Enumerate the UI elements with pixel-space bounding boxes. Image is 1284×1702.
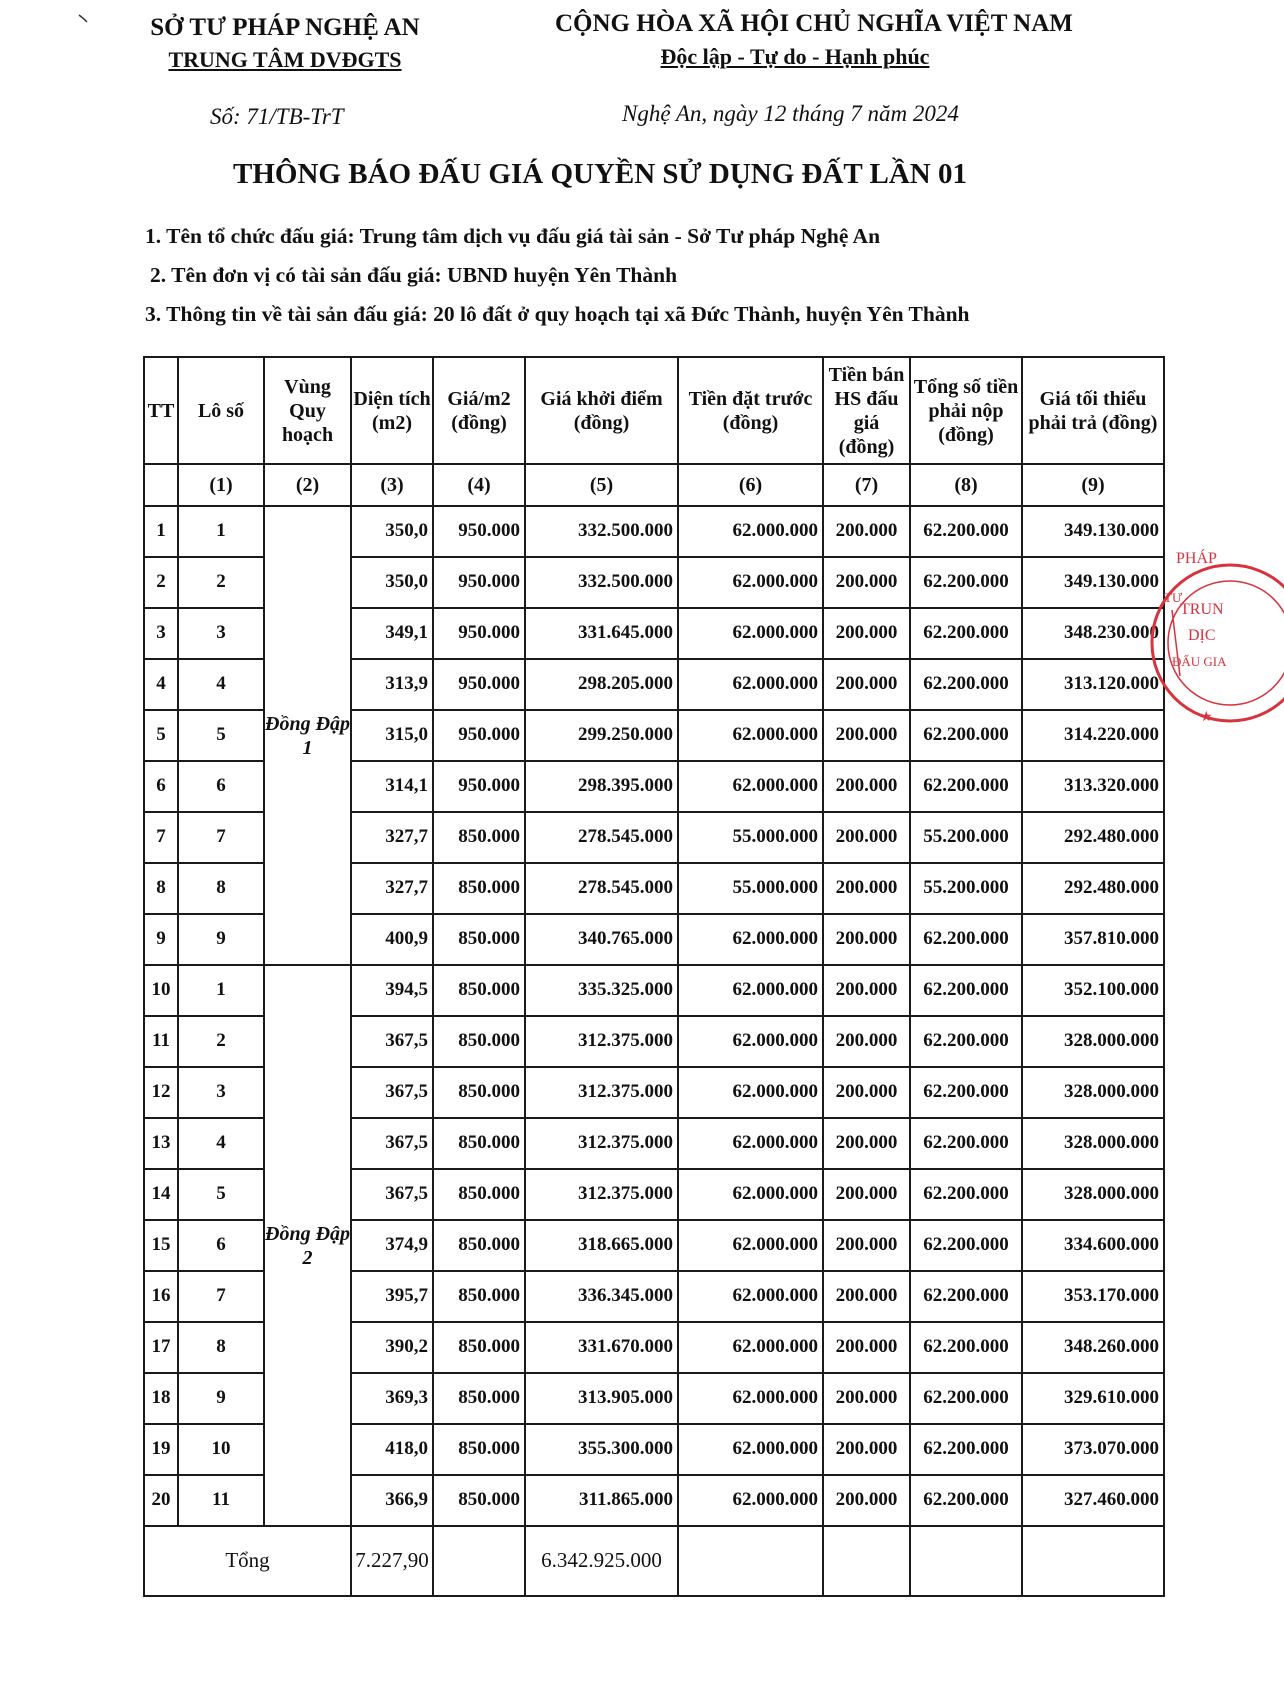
cell-area: 367,5: [351, 1016, 433, 1067]
cell-min-price: 353.170.000: [1022, 1271, 1164, 1322]
cell-lot: 9: [178, 914, 264, 965]
auction-table: [143, 356, 1165, 1597]
table-row: [144, 506, 1164, 557]
cell-tt: 9: [144, 914, 178, 965]
seal-text-4: PHÁP: [1176, 550, 1217, 567]
header-area: Diện tích (m2): [351, 357, 433, 464]
total-label: Tổng: [144, 1526, 351, 1596]
cell-tt: 16: [144, 1271, 178, 1322]
cell-file-fee: 200.000: [823, 659, 910, 710]
cell-min-price: 292.480.000: [1022, 812, 1164, 863]
cell-file-fee: 200.000: [823, 812, 910, 863]
cell-tt: 17: [144, 1322, 178, 1373]
cell-deposit: 62.000.000: [678, 506, 823, 557]
cell-lot: 4: [178, 1118, 264, 1169]
col-index-1: (1): [178, 464, 264, 506]
cell-deposit: 62.000.000: [678, 1424, 823, 1475]
cell-tt: 6: [144, 761, 178, 812]
cell-price-per-m2: 850.000: [433, 965, 525, 1016]
cell-price-per-m2: 850.000: [433, 1373, 525, 1424]
info-line-2: 2. Tên đơn vị có tài sản đấu giá: UBND huyện Yên Thành: [150, 263, 678, 287]
cell-total-payable: 62.200.000: [910, 1373, 1022, 1424]
cell-deposit: 62.000.000: [678, 1118, 823, 1169]
cell-area: 394,5: [351, 965, 433, 1016]
national-motto: Độc lập - Tự do - Hạnh phúc: [660, 44, 930, 69]
header-total-payable: Tổng số tiền phải nộp (đồng): [910, 357, 1022, 464]
cell-total-payable: 62.200.000: [910, 659, 1022, 710]
total-blank: [433, 1526, 525, 1596]
cell-file-fee: 200.000: [823, 710, 910, 761]
cell-lot: 1: [178, 506, 264, 557]
cell-min-price: 328.000.000: [1022, 1118, 1164, 1169]
cell-total-payable: 62.200.000: [910, 1220, 1022, 1271]
cell-price-per-m2: 950.000: [433, 608, 525, 659]
cell-area: 350,0: [351, 557, 433, 608]
cell-tt: 19: [144, 1424, 178, 1475]
cell-tt: 12: [144, 1067, 178, 1118]
cell-file-fee: 200.000: [823, 914, 910, 965]
red-seal-stamp: [1150, 548, 1284, 738]
cell-area: 327,7: [351, 863, 433, 914]
header-tt: TT: [144, 357, 178, 464]
col-index-8: (8): [910, 464, 1022, 506]
cell-lot: 5: [178, 1169, 264, 1220]
cell-deposit: 55.000.000: [678, 812, 823, 863]
cell-deposit: 62.000.000: [678, 1271, 823, 1322]
cell-total-payable: 62.200.000: [910, 1118, 1022, 1169]
place-date: Nghệ An, ngày 12 tháng 7 năm 2024: [622, 101, 959, 126]
cell-total-payable: 55.200.000: [910, 863, 1022, 914]
cell-price-per-m2: 950.000: [433, 506, 525, 557]
cell-price-per-m2: 850.000: [433, 812, 525, 863]
cell-lot: 8: [178, 863, 264, 914]
cell-min-price: 349.130.000: [1022, 557, 1164, 608]
cell-min-price: 327.460.000: [1022, 1475, 1164, 1526]
cell-area: 418,0: [351, 1424, 433, 1475]
cell-deposit: 62.000.000: [678, 557, 823, 608]
cell-file-fee: 200.000: [823, 1016, 910, 1067]
cell-lot: 3: [178, 1067, 264, 1118]
cell-min-price: 357.810.000: [1022, 914, 1164, 965]
cell-tt: 4: [144, 659, 178, 710]
cell-file-fee: 200.000: [823, 1220, 910, 1271]
cell-area: 315,0: [351, 710, 433, 761]
cell-total-payable: 62.200.000: [910, 914, 1022, 965]
col-index-5: (5): [525, 464, 678, 506]
cell-total-payable: 62.200.000: [910, 608, 1022, 659]
cell-total-payable: 62.200.000: [910, 1016, 1022, 1067]
cell-min-price: 292.480.000: [1022, 863, 1164, 914]
cell-start-price: 336.345.000: [525, 1271, 678, 1322]
cell-start-price: 299.250.000: [525, 710, 678, 761]
cell-start-price: 318.665.000: [525, 1220, 678, 1271]
cell-deposit: 62.000.000: [678, 1220, 823, 1271]
header-zone: Vùng Quy hoạch: [264, 357, 351, 464]
cell-area: 327,7: [351, 812, 433, 863]
cell-area: 349,1: [351, 608, 433, 659]
cell-file-fee: 200.000: [823, 1118, 910, 1169]
cell-total-payable: 62.200.000: [910, 506, 1022, 557]
cell-lot: 3: [178, 608, 264, 659]
issuer-name: SỞ TƯ PHÁP NGHỆ AN: [150, 14, 420, 41]
cell-min-price: 334.600.000: [1022, 1220, 1164, 1271]
cell-start-price: 311.865.000: [525, 1475, 678, 1526]
cell-total-payable: 62.200.000: [910, 557, 1022, 608]
cell-total-payable: 55.200.000: [910, 812, 1022, 863]
cell-lot: 9: [178, 1373, 264, 1424]
cell-file-fee: 200.000: [823, 506, 910, 557]
cell-lot: 6: [178, 761, 264, 812]
cell-min-price: 313.320.000: [1022, 761, 1164, 812]
cell-lot: 5: [178, 710, 264, 761]
cell-lot: 7: [178, 1271, 264, 1322]
cell-min-price: 348.260.000: [1022, 1322, 1164, 1373]
cell-file-fee: 200.000: [823, 1373, 910, 1424]
cell-tt: 7: [144, 812, 178, 863]
cell-total-payable: 62.200.000: [910, 761, 1022, 812]
total-start-price: 6.342.925.000: [525, 1526, 678, 1596]
cell-lot: 8: [178, 1322, 264, 1373]
cell-area: 367,5: [351, 1169, 433, 1220]
cell-area: 395,7: [351, 1271, 433, 1322]
cell-area: 314,1: [351, 761, 433, 812]
cell-tt: 15: [144, 1220, 178, 1271]
cell-deposit: 62.000.000: [678, 965, 823, 1016]
header-deposit: Tiền đặt trước (đồng): [678, 357, 823, 464]
table-body: [144, 506, 1164, 1596]
cell-deposit: 62.000.000: [678, 914, 823, 965]
cell-tt: 14: [144, 1169, 178, 1220]
total-blank: [823, 1526, 910, 1596]
cell-tt: 8: [144, 863, 178, 914]
cell-total-payable: 62.200.000: [910, 1271, 1022, 1322]
cell-area: 313,9: [351, 659, 433, 710]
cell-area: 350,0: [351, 506, 433, 557]
cell-start-price: 313.905.000: [525, 1373, 678, 1424]
cell-area: 390,2: [351, 1322, 433, 1373]
cell-start-price: 340.765.000: [525, 914, 678, 965]
col-index-2: (2): [264, 464, 351, 506]
cell-min-price: 328.000.000: [1022, 1169, 1164, 1220]
cell-min-price: 373.070.000: [1022, 1424, 1164, 1475]
cell-file-fee: 200.000: [823, 1475, 910, 1526]
header-lot: Lô số: [178, 357, 264, 464]
cell-deposit: 62.000.000: [678, 1322, 823, 1373]
cell-price-per-m2: 850.000: [433, 1424, 525, 1475]
cell-total-payable: 62.200.000: [910, 710, 1022, 761]
cell-tt: 18: [144, 1373, 178, 1424]
cell-price-per-m2: 850.000: [433, 1220, 525, 1271]
header-min-price: Giá tối thiểu phải trả (đồng): [1022, 357, 1164, 464]
cell-total-payable: 62.200.000: [910, 1322, 1022, 1373]
cell-price-per-m2: 850.000: [433, 1016, 525, 1067]
seal-text-1: TRUN: [1180, 601, 1224, 618]
cell-price-per-m2: 850.000: [433, 863, 525, 914]
total-blank: [1022, 1526, 1164, 1596]
cell-start-price: 335.325.000: [525, 965, 678, 1016]
cell-lot: 11: [178, 1475, 264, 1526]
cell-lot: 10: [178, 1424, 264, 1475]
cell-file-fee: 200.000: [823, 1424, 910, 1475]
cell-deposit: 62.000.000: [678, 659, 823, 710]
cell-tt: 3: [144, 608, 178, 659]
cell-start-price: 332.500.000: [525, 557, 678, 608]
cell-lot: 1: [178, 965, 264, 1016]
cell-price-per-m2: 950.000: [433, 710, 525, 761]
col-index-3: (3): [351, 464, 433, 506]
header-file-fee: Tiền bán HS đấu giá (đồng): [823, 357, 910, 464]
page-title: THÔNG BÁO ĐẤU GIÁ QUYỀN SỬ DỤNG ĐẤT LẦN 01: [233, 158, 967, 190]
cell-deposit: 62.000.000: [678, 1169, 823, 1220]
cell-start-price: 312.375.000: [525, 1169, 678, 1220]
cell-lot: 6: [178, 1220, 264, 1271]
cell-start-price: 312.375.000: [525, 1118, 678, 1169]
cell-start-price: 278.545.000: [525, 812, 678, 863]
cell-tt: 10: [144, 965, 178, 1016]
cell-file-fee: 200.000: [823, 863, 910, 914]
col-index-blank: [144, 464, 178, 506]
cell-file-fee: 200.000: [823, 1271, 910, 1322]
cell-total-payable: 62.200.000: [910, 1067, 1022, 1118]
seal-text-3: ĐẤU GIA: [1172, 654, 1227, 669]
cell-file-fee: 200.000: [823, 761, 910, 812]
total-blank: [910, 1526, 1022, 1596]
cell-deposit: 62.000.000: [678, 1016, 823, 1067]
cell-price-per-m2: 850.000: [433, 1169, 525, 1220]
total-blank: [678, 1526, 823, 1596]
cell-area: 367,5: [351, 1118, 433, 1169]
cell-deposit: 62.000.000: [678, 1373, 823, 1424]
cell-tt: 20: [144, 1475, 178, 1526]
cell-start-price: 355.300.000: [525, 1424, 678, 1475]
cell-area: 367,5: [351, 1067, 433, 1118]
cell-lot: 2: [178, 1016, 264, 1067]
cell-deposit: 62.000.000: [678, 608, 823, 659]
cell-price-per-m2: 950.000: [433, 659, 525, 710]
cell-lot: 7: [178, 812, 264, 863]
col-index-7: (7): [823, 464, 910, 506]
cell-area: 374,9: [351, 1220, 433, 1271]
cell-file-fee: 200.000: [823, 557, 910, 608]
cell-price-per-m2: 850.000: [433, 1475, 525, 1526]
header-start-price: Giá khởi điểm (đồng): [525, 357, 678, 464]
cell-total-payable: 62.200.000: [910, 1169, 1022, 1220]
cell-lot: 2: [178, 557, 264, 608]
cell-zone-1: Đồng Đập 1: [264, 506, 351, 965]
cell-tt: 11: [144, 1016, 178, 1067]
cell-file-fee: 200.000: [823, 1067, 910, 1118]
cell-file-fee: 200.000: [823, 965, 910, 1016]
header-price-per-m2: Giá/m2 (đồng): [433, 357, 525, 464]
cell-lot: 4: [178, 659, 264, 710]
cell-deposit: 55.000.000: [678, 863, 823, 914]
cell-tt: 5: [144, 710, 178, 761]
cell-min-price: 313.120.000: [1022, 659, 1164, 710]
cell-price-per-m2: 850.000: [433, 1067, 525, 1118]
cell-deposit: 62.000.000: [678, 1475, 823, 1526]
cell-min-price: 328.000.000: [1022, 1067, 1164, 1118]
issuer-unit: TRUNG TÂM DVĐGTS: [168, 47, 402, 72]
cell-start-price: 312.375.000: [525, 1067, 678, 1118]
cell-tt: 2: [144, 557, 178, 608]
cell-start-price: 298.205.000: [525, 659, 678, 710]
table-row: [144, 965, 1164, 1016]
cell-total-payable: 62.200.000: [910, 1475, 1022, 1526]
cell-tt: 13: [144, 1118, 178, 1169]
cell-area: 369,3: [351, 1373, 433, 1424]
cell-deposit: 62.000.000: [678, 710, 823, 761]
seal-text-2: DỊC: [1188, 627, 1216, 644]
cell-tt: 1: [144, 506, 178, 557]
info-line-3: 3. Thông tin về tài sản đấu giá: 20 lô đất ở quy hoạch tại xã Đức Thành, huyện Yên Thành: [145, 302, 970, 326]
cell-deposit: 62.000.000: [678, 761, 823, 812]
cell-deposit: 62.000.000: [678, 1067, 823, 1118]
cell-start-price: 298.395.000: [525, 761, 678, 812]
cell-start-price: 312.375.000: [525, 1016, 678, 1067]
cell-min-price: 349.130.000: [1022, 506, 1164, 557]
cell-price-per-m2: 950.000: [433, 761, 525, 812]
cell-start-price: 331.670.000: [525, 1322, 678, 1373]
cell-price-per-m2: 850.000: [433, 1322, 525, 1373]
cell-start-price: 332.500.000: [525, 506, 678, 557]
cell-price-per-m2: 950.000: [433, 557, 525, 608]
col-index-4: (4): [433, 464, 525, 506]
cell-min-price: 329.610.000: [1022, 1373, 1164, 1424]
seal-text-5: TƯ: [1164, 590, 1183, 605]
cell-start-price: 278.545.000: [525, 863, 678, 914]
total-row: [144, 1526, 1164, 1596]
cell-price-per-m2: 850.000: [433, 1271, 525, 1322]
cell-min-price: 348.230.000: [1022, 608, 1164, 659]
cell-price-per-m2: 850.000: [433, 1118, 525, 1169]
col-index-9: (9): [1022, 464, 1164, 506]
cell-total-payable: 62.200.000: [910, 965, 1022, 1016]
info-line-1: 1. Tên tổ chức đấu giá: Trung tâm dịch vụ đấu giá tài sản - Sở Tư pháp Nghệ An: [145, 224, 881, 248]
cell-file-fee: 200.000: [823, 1322, 910, 1373]
cell-min-price: 352.100.000: [1022, 965, 1164, 1016]
cell-file-fee: 200.000: [823, 608, 910, 659]
cell-min-price: 314.220.000: [1022, 710, 1164, 761]
cell-file-fee: 200.000: [823, 1169, 910, 1220]
seal-star-icon: ★: [1200, 710, 1213, 725]
cell-zone-2: Đồng Đập 2: [264, 965, 351, 1526]
cell-area: 400,9: [351, 914, 433, 965]
total-area: 7.227,90: [351, 1526, 433, 1596]
ink-mark: [78, 12, 90, 24]
col-index-6: (6): [678, 464, 823, 506]
cell-area: 366,9: [351, 1475, 433, 1526]
cell-start-price: 331.645.000: [525, 608, 678, 659]
national-title: CỘNG HÒA XÃ HỘI CHỦ NGHĨA VIỆT NAM: [555, 10, 1073, 37]
cell-price-per-m2: 850.000: [433, 914, 525, 965]
cell-total-payable: 62.200.000: [910, 1424, 1022, 1475]
cell-min-price: 328.000.000: [1022, 1016, 1164, 1067]
doc-number: Số: 71/TB-TrT: [210, 104, 344, 129]
